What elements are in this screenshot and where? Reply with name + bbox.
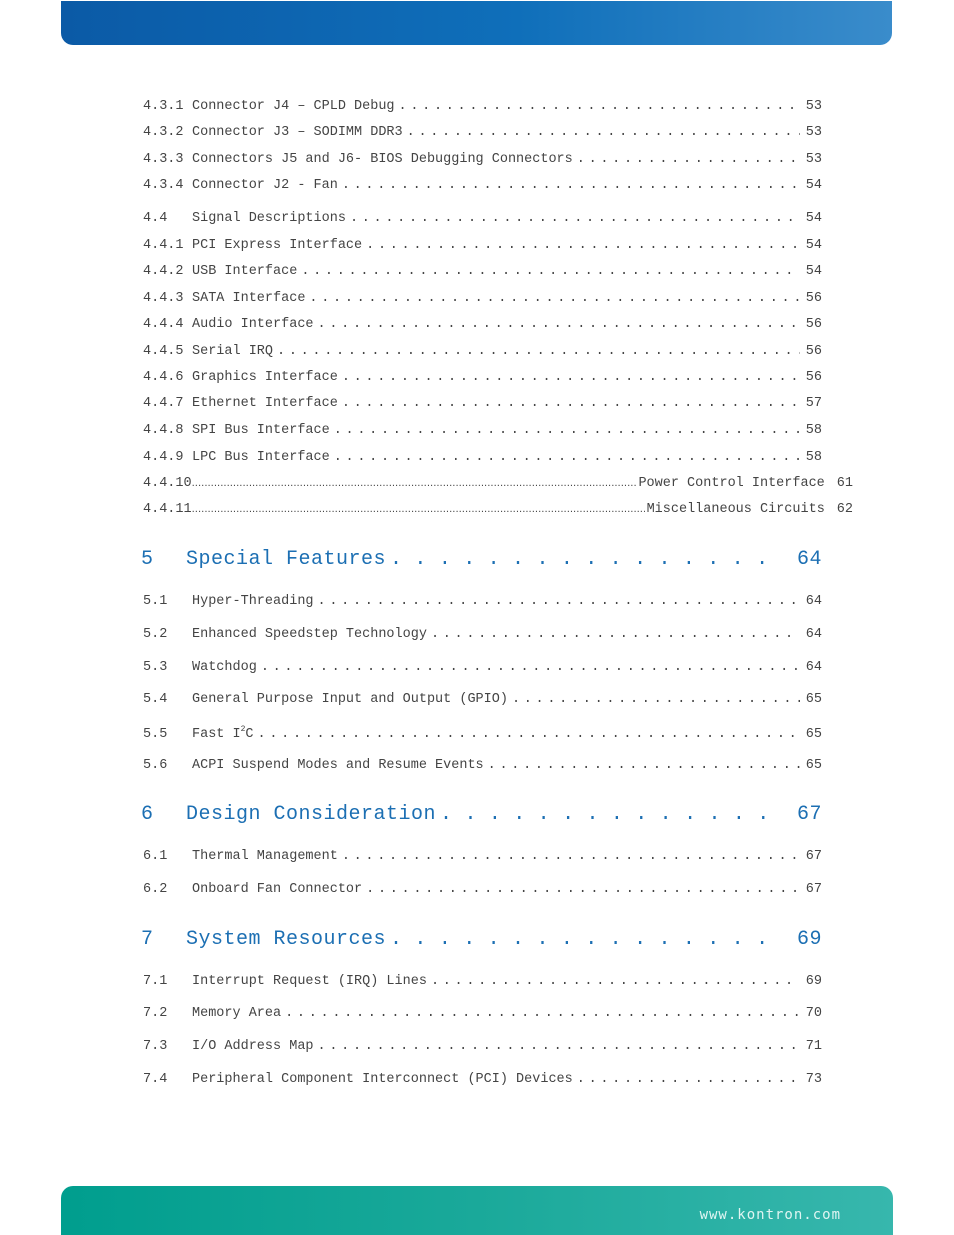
toc-title: Connector J4 – CPLD Debug xyxy=(192,99,395,114)
toc-title: Interrupt Request (IRQ) Lines xyxy=(192,974,427,989)
toc-leader xyxy=(407,125,800,140)
toc-page: 53 xyxy=(805,152,822,167)
toc-section-heading[interactable] xyxy=(141,928,822,956)
toc-title: Ethernet Interface xyxy=(192,396,338,411)
toc-section-heading[interactable] xyxy=(141,803,822,831)
toc-title: Connector J2 - Fan xyxy=(192,178,338,193)
toc-page: 64 xyxy=(805,594,822,609)
toc-page: 73 xyxy=(805,1072,822,1087)
toc-page: 56 xyxy=(805,370,822,385)
toc-number: 5.2 xyxy=(143,627,168,642)
toc-title: Miscellaneous Circuits xyxy=(646,502,825,517)
toc-title: Audio Interface xyxy=(192,317,314,332)
toc-entry[interactable] xyxy=(143,291,822,311)
toc-title: Thermal Management xyxy=(192,849,338,864)
toc-page: 70 xyxy=(805,1006,822,1021)
toc-leader xyxy=(301,264,799,279)
toc-number: 4.4.11 xyxy=(143,502,192,517)
toc-title: Peripheral Component Interconnect (PCI) Devices xyxy=(192,1072,573,1087)
toc-page: 65 xyxy=(805,727,822,742)
toc-page: 65 xyxy=(805,692,822,707)
toc-leader xyxy=(390,928,785,951)
toc-title: Connectors J5 and J6- BIOS Debugging Connectors xyxy=(192,152,573,167)
toc-entry[interactable] xyxy=(143,317,822,337)
toc-title-part: Fast I xyxy=(192,727,241,742)
toc-number: 7.1 xyxy=(143,974,168,989)
header-band xyxy=(61,1,892,45)
toc-section-number: 6 xyxy=(141,803,154,826)
toc-leader xyxy=(350,211,800,226)
toc-page: 67 xyxy=(805,882,822,897)
toc-page: 58 xyxy=(805,450,822,465)
toc-entry[interactable] xyxy=(143,725,822,745)
toc-entry[interactable] xyxy=(143,99,822,119)
toc-leader xyxy=(488,758,800,773)
toc-title: General Purpose Input and Output (GPIO) xyxy=(192,692,508,707)
toc-title: LPC Bus Interface xyxy=(192,450,330,465)
toc-entry[interactable] xyxy=(143,152,822,172)
toc-entry[interactable] xyxy=(143,1039,822,1059)
toc-leader xyxy=(342,370,800,385)
toc-entry[interactable] xyxy=(143,238,822,258)
toc-section-title: Special Features xyxy=(186,548,387,571)
toc-title: SATA Interface xyxy=(192,291,306,306)
toc-entry[interactable] xyxy=(143,344,822,364)
toc-title xyxy=(192,725,258,742)
toc-number: 4.3.3 xyxy=(143,152,184,167)
toc-page: 61 xyxy=(836,476,853,491)
toc-leader xyxy=(192,478,637,489)
toc-leader xyxy=(431,627,800,642)
toc-leader xyxy=(285,1006,800,1021)
toc-leader xyxy=(192,504,645,515)
toc-number: 4.4.5 xyxy=(143,344,184,359)
toc-section-page: 67 xyxy=(796,803,822,826)
toc-number: 4.4.2 xyxy=(143,264,184,279)
toc-entry[interactable] xyxy=(143,264,822,284)
toc-entry[interactable] xyxy=(143,660,822,680)
toc-leader xyxy=(334,423,800,438)
toc-number: 5.1 xyxy=(143,594,168,609)
toc-page: 54 xyxy=(805,264,822,279)
toc-leader xyxy=(258,727,800,742)
toc-title: I/O Address Map xyxy=(192,1039,314,1054)
toc-leader xyxy=(390,548,785,571)
toc-entry[interactable] xyxy=(143,594,822,614)
toc-section-number: 7 xyxy=(141,928,154,951)
toc-number: 7.4 xyxy=(143,1072,168,1087)
toc-number: 4.3.2 xyxy=(143,125,184,140)
toc-leader xyxy=(366,882,800,897)
toc-section-page: 64 xyxy=(796,548,822,571)
toc-entry[interactable] xyxy=(143,502,853,522)
toc-number: 4.4.8 xyxy=(143,423,184,438)
toc-number: 5.6 xyxy=(143,758,168,773)
toc-title-superscript: 2 xyxy=(240,725,246,734)
toc-entry[interactable] xyxy=(143,396,822,416)
toc-number: 5.4 xyxy=(143,692,168,707)
toc-title-part: C xyxy=(245,727,254,742)
toc-section-title: Design Consideration xyxy=(186,803,437,826)
toc-number: 7.2 xyxy=(143,1006,168,1021)
toc-number: 4.3.4 xyxy=(143,178,184,193)
toc-title: Serial IRQ xyxy=(192,344,274,359)
toc-leader xyxy=(366,238,800,253)
toc-page: 67 xyxy=(805,849,822,864)
toc-entry[interactable] xyxy=(143,758,822,778)
toc-page: 62 xyxy=(836,502,853,517)
toc-leader xyxy=(512,692,800,707)
toc-number: 4.4.4 xyxy=(143,317,184,332)
toc-entry[interactable] xyxy=(143,178,822,198)
toc-leader xyxy=(342,178,800,193)
toc-leader xyxy=(277,344,800,359)
toc-title: USB Interface xyxy=(192,264,298,279)
toc-title: PCI Express Interface xyxy=(192,238,363,253)
toc-section-number: 5 xyxy=(141,548,154,571)
toc-entry[interactable] xyxy=(143,849,822,869)
toc-leader xyxy=(318,594,800,609)
toc-entry[interactable] xyxy=(143,370,822,390)
footer-band xyxy=(61,1186,893,1235)
website-link[interactable]: www.kontron.com xyxy=(699,1207,841,1223)
toc-leader xyxy=(399,99,800,114)
toc-page: 54 xyxy=(805,211,822,226)
toc-leader xyxy=(309,291,799,306)
toc-entry[interactable] xyxy=(143,423,822,443)
toc-entry[interactable] xyxy=(143,450,822,470)
toc-number: 5.5 xyxy=(143,727,168,742)
toc-leader xyxy=(318,317,800,332)
toc-number: 6.1 xyxy=(143,849,168,864)
toc-page: 54 xyxy=(805,178,822,193)
toc-leader xyxy=(342,849,800,864)
toc-entry[interactable] xyxy=(143,882,822,902)
toc-number: 4.4.6 xyxy=(143,370,184,385)
toc-entry[interactable] xyxy=(143,1072,822,1092)
toc-number: 4.4.7 xyxy=(143,396,184,411)
toc-entry[interactable] xyxy=(143,627,822,647)
toc-title: Enhanced Speedstep Technology xyxy=(192,627,427,642)
toc-page: 56 xyxy=(805,344,822,359)
toc-leader xyxy=(577,1072,800,1087)
toc-page: 56 xyxy=(805,317,822,332)
toc-number: 4.4.9 xyxy=(143,450,184,465)
toc-section-page: 69 xyxy=(796,928,822,951)
toc-page: 58 xyxy=(805,423,822,438)
toc-leader xyxy=(318,1039,800,1054)
toc-title: Graphics Interface xyxy=(192,370,338,385)
toc-number: 4.3.1 xyxy=(143,99,184,114)
toc-leader xyxy=(431,974,800,989)
toc-title: Power Control Interface xyxy=(638,476,825,491)
toc-title: SPI Bus Interface xyxy=(192,423,330,438)
toc-entry[interactable] xyxy=(143,974,822,994)
toc-title: ACPI Suspend Modes and Resume Events xyxy=(192,758,484,773)
toc-page: 57 xyxy=(805,396,822,411)
toc-page: 64 xyxy=(805,660,822,675)
toc-title: Connector J3 – SODIMM DDR3 xyxy=(192,125,403,140)
toc-title: Signal Descriptions xyxy=(192,211,346,226)
toc-title: Watchdog xyxy=(192,660,257,675)
toc-entry[interactable] xyxy=(143,125,822,145)
toc-leader xyxy=(440,803,785,826)
toc-page: 56 xyxy=(805,291,822,306)
toc-leader xyxy=(342,396,800,411)
toc-entry[interactable] xyxy=(143,211,822,231)
toc-page: 53 xyxy=(805,125,822,140)
toc-page: 54 xyxy=(805,238,822,253)
toc-page: 53 xyxy=(805,99,822,114)
toc-page: 64 xyxy=(805,627,822,642)
toc-page: 69 xyxy=(805,974,822,989)
toc-section-title: System Resources xyxy=(186,928,387,951)
toc-number: 7.3 xyxy=(143,1039,168,1054)
toc-entry[interactable] xyxy=(143,476,853,496)
toc-title: Hyper-Threading xyxy=(192,594,314,609)
toc-number: 4.4 xyxy=(143,211,168,226)
toc-number: 5.3 xyxy=(143,660,168,675)
toc-title: Onboard Fan Connector xyxy=(192,882,363,897)
toc-section-heading[interactable] xyxy=(141,548,822,576)
toc-number: 4.4.10 xyxy=(143,476,192,491)
toc-title: Memory Area xyxy=(192,1006,282,1021)
toc-number: 4.4.3 xyxy=(143,291,184,306)
toc-entry[interactable] xyxy=(143,1006,822,1026)
toc-number: 6.2 xyxy=(143,882,168,897)
toc-number: 4.4.1 xyxy=(143,238,184,253)
toc-leader xyxy=(577,152,800,167)
toc-page: 71 xyxy=(805,1039,822,1054)
toc-page: 65 xyxy=(805,758,822,773)
toc-leader xyxy=(261,660,800,675)
toc-leader xyxy=(334,450,800,465)
toc-entry[interactable] xyxy=(143,692,822,712)
